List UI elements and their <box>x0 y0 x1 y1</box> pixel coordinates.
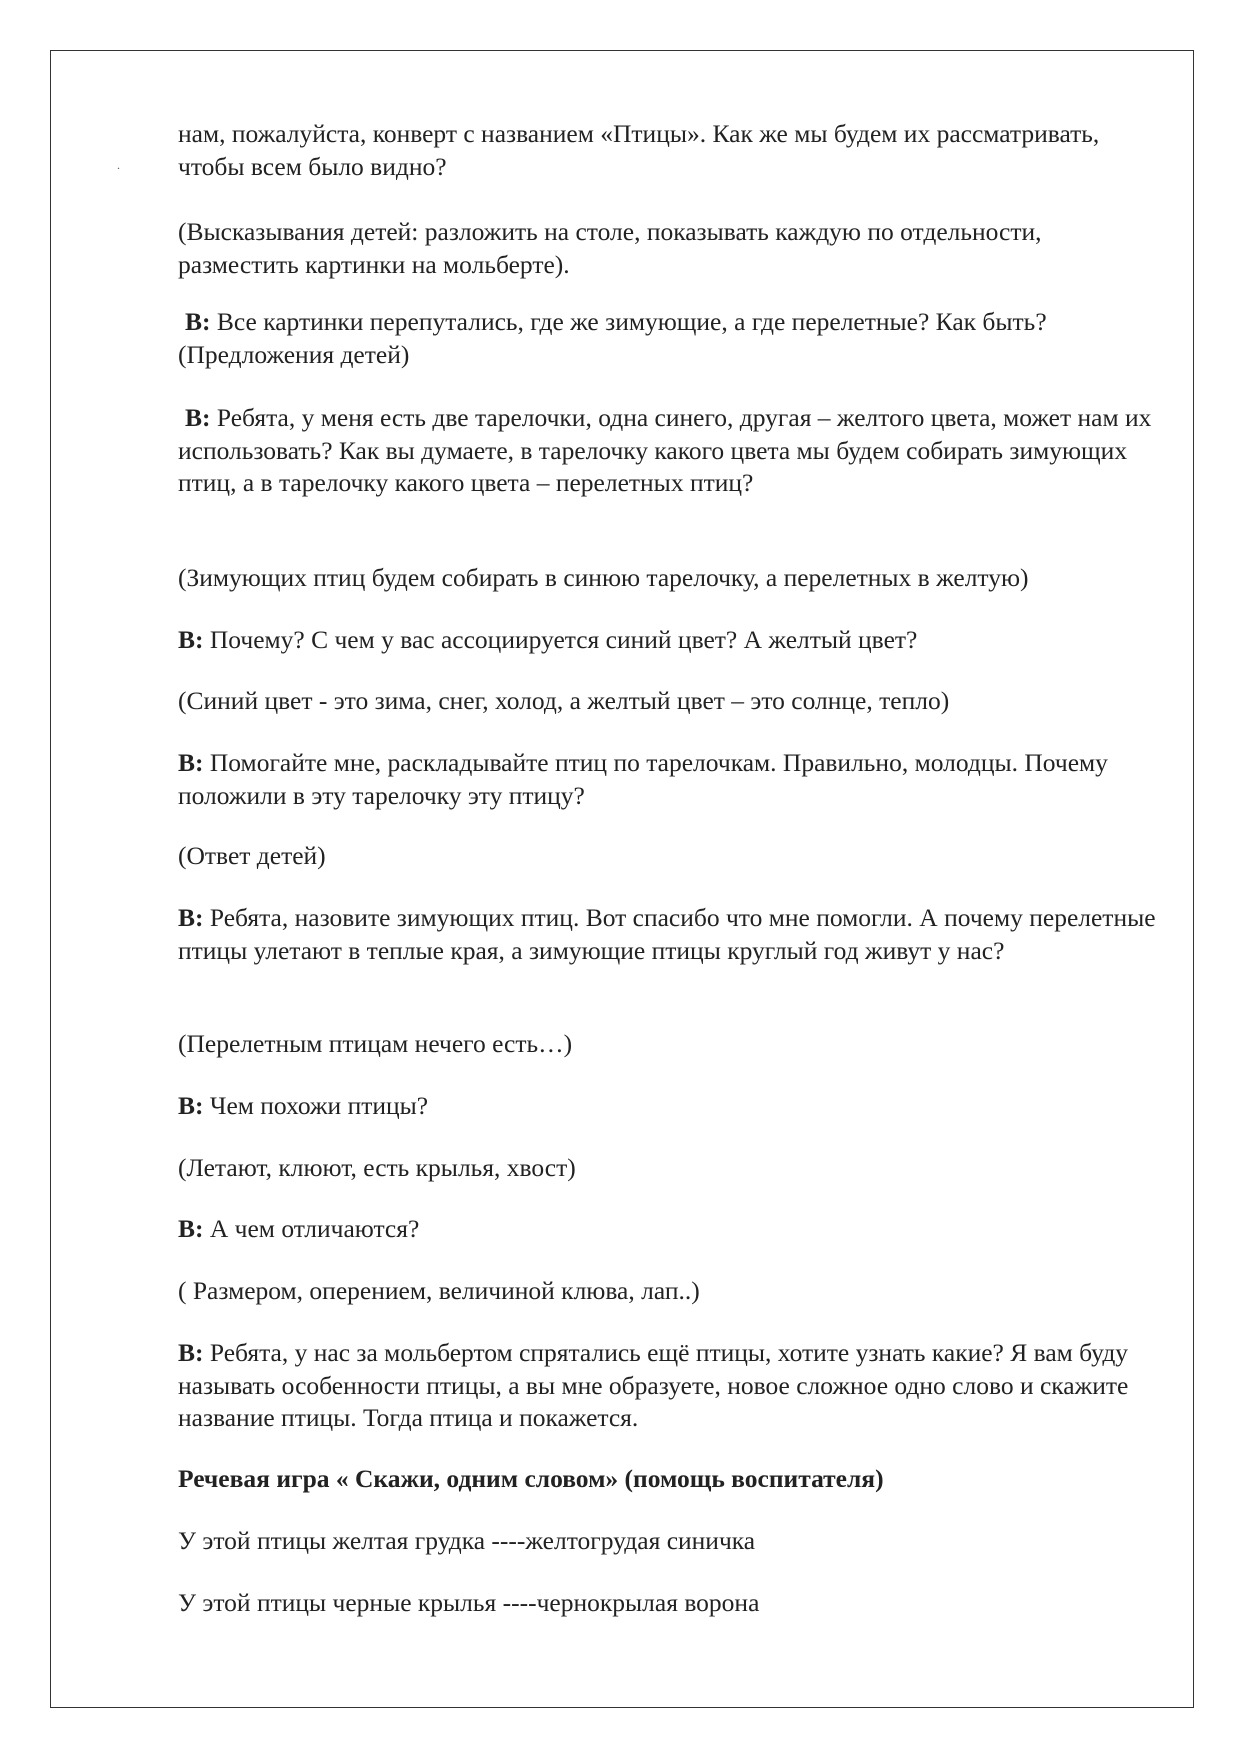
paragraph-5: (Зимующих птиц будем собирать в синюю тарелочку, а перелетных в желтую) <box>178 563 1029 592</box>
speaker-label: В: <box>178 748 204 777</box>
paragraph-14: В: А чем отличаются? <box>178 1214 420 1243</box>
paragraph-19: У этой птицы черные крылья ----чернокрылая ворона <box>178 1588 760 1617</box>
speaker-label: В: <box>178 1214 204 1243</box>
paragraph-13: (Летают, клюют, есть крылья, хвост) <box>178 1153 576 1182</box>
paragraph-7: (Синий цвет - это зима, снег, холод, а желтый цвет – это солнце, тепло) <box>178 686 950 715</box>
paragraph-3: В: Все картинки перепутались, где же зимующие, а где перелетные? Как быть? (Предложения детей) <box>178 307 1047 369</box>
page-border <box>50 50 1194 1708</box>
speaker-label: В: <box>185 403 211 432</box>
paragraph-2: (Высказывания детей: разложить на столе, показывать каждую по отдельности, разместить картинки на мольберте). <box>178 217 1042 279</box>
paragraph-4: В: Ребята, у меня есть две тарелочки, одна синего, другая – желтого цвета, может нам их использовать? Как вы думаете, в тарелочку какого цвета мы будем собирать зимующих птиц, а в тарелочку какого цвета – перелетных птиц? <box>178 403 1152 497</box>
section-heading: Речевая игра « Скажи, одним словом» (помощь воспитателя) <box>178 1464 884 1493</box>
speaker-label: В: <box>178 1091 204 1120</box>
paragraph-18: У этой птицы желтая грудка ----желтогрудая синичка <box>178 1526 756 1555</box>
paragraph-6: В: Почему? С чем у вас ассоциируется синий цвет? А желтый цвет? <box>178 625 918 654</box>
paragraph-12: В: Чем похожи птицы? <box>178 1091 429 1120</box>
speaker-label: В: <box>178 625 204 654</box>
paragraph-15: ( Размером, оперением, величиной клюва, лап..) <box>178 1276 700 1305</box>
paragraph-1: нам, пожалуйста, конверт с названием «Птицы». Как же мы будем их рассматривать, чтобы всем было видно? <box>178 119 1100 181</box>
paragraph-9: (Ответ детей) <box>178 841 326 870</box>
paragraph-10: В: Ребята, назовите зимующих птиц. Вот спасибо что мне помогли. А почему перелетные птицы улетают в теплые края, а зимующие птицы круглый год живут у нас? <box>178 903 1156 965</box>
speaker-label: В: <box>178 903 204 932</box>
paragraph-16: В: Ребята, у нас за мольбертом спрятались ещё птицы, хотите узнать какие? Я вам буду называть особенности птицы, а вы мне образуете, новое сложное одно слово и скажите название птицы. Тогда птица и покажется. <box>178 1338 1129 1432</box>
paragraph-11: (Перелетным птицам нечего есть…) <box>178 1029 573 1058</box>
speaker-label: В: <box>178 1338 204 1367</box>
paragraph-8: В: Помогайте мне, раскладывайте птиц по тарелочкам. Правильно, молодцы. Почему положили в эту тарелочку эту птицу? <box>178 748 1108 810</box>
margin-mark: . <box>117 158 120 172</box>
speaker-label: В: <box>185 307 211 336</box>
